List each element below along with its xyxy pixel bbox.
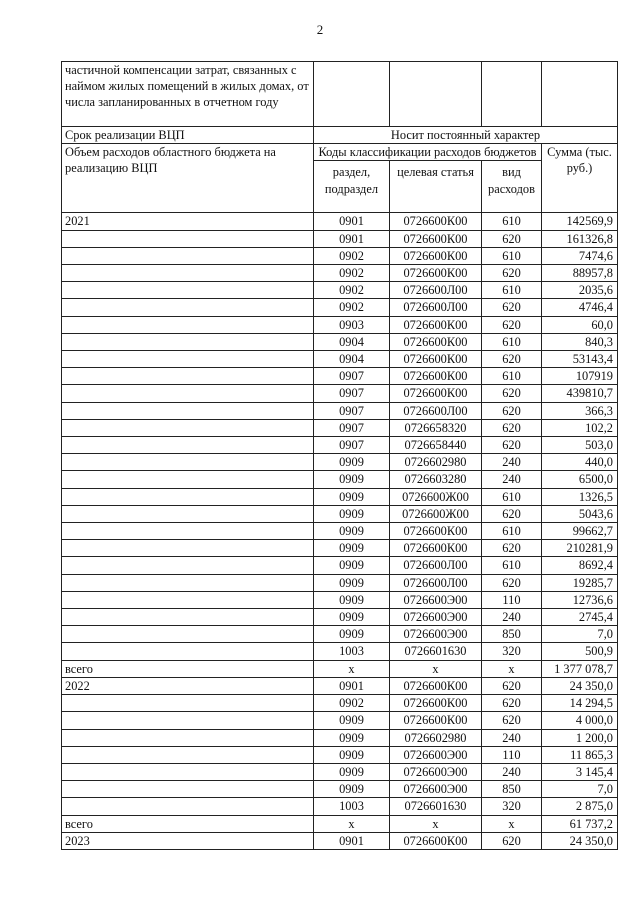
sum-cell: 840,3 <box>542 333 618 350</box>
section-cell: 0909 <box>314 454 390 471</box>
type-cell: 620 <box>482 419 542 436</box>
term-value: Носит постоянный характер <box>314 127 618 144</box>
sum-cell: 2745,4 <box>542 609 618 626</box>
type-cell: 610 <box>482 247 542 264</box>
sum-cell: 366,3 <box>542 402 618 419</box>
table-row <box>62 488 618 505</box>
target-cell: 0726600К00 <box>390 316 482 333</box>
year-cell <box>62 282 314 299</box>
section-cell: 0904 <box>314 351 390 368</box>
target-cell: 0726601630 <box>390 643 482 660</box>
target-cell: 0726600К00 <box>390 712 482 729</box>
sum-cell: 7,0 <box>542 781 618 798</box>
table-row <box>62 609 618 626</box>
section-cell: 0907 <box>314 402 390 419</box>
table-row <box>62 265 618 282</box>
type-cell: 610 <box>482 282 542 299</box>
section-cell: 0909 <box>314 557 390 574</box>
sum-cell: 88957,8 <box>542 265 618 282</box>
type-cell: 240 <box>482 471 542 488</box>
table-row <box>62 781 618 798</box>
section-cell: 0909 <box>314 471 390 488</box>
section-cell: 0907 <box>314 419 390 436</box>
type-cell: 620 <box>482 316 542 333</box>
table-row <box>62 282 618 299</box>
type-cell: 240 <box>482 609 542 626</box>
section-cell: 0907 <box>314 437 390 454</box>
year-cell <box>62 695 314 712</box>
target-cell: 0726658440 <box>390 437 482 454</box>
table-row <box>62 402 618 419</box>
target-cell: 0726600Л00 <box>390 402 482 419</box>
table-row <box>62 763 618 780</box>
table-row <box>62 643 618 660</box>
table-row <box>62 591 618 608</box>
sum-cell: 142569,9 <box>542 213 618 230</box>
type-cell: 620 <box>482 265 542 282</box>
year-cell <box>62 540 314 557</box>
type-cell: 110 <box>482 591 542 608</box>
section-cell: 1003 <box>314 643 390 660</box>
target-cell: 0726600Л00 <box>390 574 482 591</box>
target-cell: 0726600Э00 <box>390 746 482 763</box>
sum-cell: 24 350,0 <box>542 677 618 694</box>
table-row <box>62 798 618 815</box>
sum-cell: 1326,5 <box>542 488 618 505</box>
year-cell: всего <box>62 660 314 677</box>
section-cell: 0901 <box>314 230 390 247</box>
year-cell <box>62 299 314 316</box>
year-cell <box>62 230 314 247</box>
page-number: 2 <box>316 22 324 37</box>
table-row <box>62 540 618 557</box>
target-cell: 0726600К00 <box>390 333 482 350</box>
section-cell: 0907 <box>314 368 390 385</box>
sum-cell: 24 350,0 <box>542 832 618 849</box>
year-cell <box>62 471 314 488</box>
year-cell <box>62 712 314 729</box>
target-cell: 0726600Э00 <box>390 591 482 608</box>
target-cell: 0726600К00 <box>390 368 482 385</box>
section-cell: 0901 <box>314 213 390 230</box>
sum-cell: 107919 <box>542 368 618 385</box>
empty-cell <box>314 62 390 127</box>
section-cell: 0909 <box>314 523 390 540</box>
year-cell <box>62 247 314 264</box>
year-cell <box>62 437 314 454</box>
sum-cell: 53143,4 <box>542 351 618 368</box>
type-cell: 850 <box>482 626 542 643</box>
type-cell: 320 <box>482 643 542 660</box>
section-cell: 0909 <box>314 505 390 522</box>
type-cell: 240 <box>482 763 542 780</box>
year-cell: всего <box>62 815 314 832</box>
year-cell <box>62 523 314 540</box>
sum-label: Сумма (тыс. руб.) <box>542 144 618 213</box>
intro-text: частичной компенсации затрат, связанных с наймом жилых помещений в жилых домах, от числа запланированных в отчетном году <box>62 62 314 127</box>
year-cell <box>62 316 314 333</box>
type-cell: 620 <box>482 505 542 522</box>
type-cell: 240 <box>482 729 542 746</box>
sum-cell: 11 865,3 <box>542 746 618 763</box>
target-cell: 0726600Ж00 <box>390 488 482 505</box>
target-cell: 0726600К00 <box>390 540 482 557</box>
section-cell: х <box>314 815 390 832</box>
section-cell: х <box>314 660 390 677</box>
sum-cell: 7474,6 <box>542 247 618 264</box>
sum-cell: 99662,7 <box>542 523 618 540</box>
sum-cell: 2 875,0 <box>542 798 618 815</box>
table-row <box>62 523 618 540</box>
sum-cell: 439810,7 <box>542 385 618 402</box>
section-cell: 0907 <box>314 385 390 402</box>
target-cell: 0726600К00 <box>390 523 482 540</box>
year-cell <box>62 557 314 574</box>
year-cell <box>62 419 314 436</box>
sum-cell: 4746,4 <box>542 299 618 316</box>
type-cell: 610 <box>482 368 542 385</box>
year-cell <box>62 746 314 763</box>
type-cell: 320 <box>482 798 542 815</box>
expense-header-row <box>62 144 618 161</box>
year-cell <box>62 729 314 746</box>
table-row <box>62 299 618 316</box>
target-cell: 0726600К00 <box>390 213 482 230</box>
table-row <box>62 385 618 402</box>
year-cell <box>62 626 314 643</box>
section-cell: 0903 <box>314 316 390 333</box>
section-cell: 0909 <box>314 574 390 591</box>
year-cell: 2022 <box>62 677 314 694</box>
target-cell: 0726603280 <box>390 471 482 488</box>
year-cell <box>62 505 314 522</box>
year-cell <box>62 798 314 815</box>
target-cell: 0726600К00 <box>390 695 482 712</box>
table-row <box>62 419 618 436</box>
target-cell: 0726600К00 <box>390 832 482 849</box>
year-cell <box>62 368 314 385</box>
target-cell: 0726600Ж00 <box>390 505 482 522</box>
target-cell: 0726600Э00 <box>390 609 482 626</box>
type-cell: 620 <box>482 712 542 729</box>
type-cell: 620 <box>482 574 542 591</box>
type-cell: 620 <box>482 351 542 368</box>
type-cell: 610 <box>482 333 542 350</box>
section-cell: 0902 <box>314 265 390 282</box>
year-cell <box>62 385 314 402</box>
sum-cell: 210281,9 <box>542 540 618 557</box>
table-row <box>62 695 618 712</box>
section-cell: 0909 <box>314 746 390 763</box>
codes-label: Коды классификации расходов бюджетов <box>314 144 542 161</box>
section-cell: 0902 <box>314 299 390 316</box>
section-cell: 0909 <box>314 609 390 626</box>
year-cell <box>62 333 314 350</box>
type-cell: х <box>482 815 542 832</box>
type-cell: 110 <box>482 746 542 763</box>
type-cell: 620 <box>482 385 542 402</box>
type-cell: х <box>482 660 542 677</box>
type-cell: 620 <box>482 832 542 849</box>
type-cell: 610 <box>482 557 542 574</box>
section-cell: 0909 <box>314 488 390 505</box>
sum-cell: 503,0 <box>542 437 618 454</box>
sum-cell: 4 000,0 <box>542 712 618 729</box>
sum-cell: 2035,6 <box>542 282 618 299</box>
expense-label: Объем расходов областного бюджета на реализацию ВЦП <box>62 144 314 213</box>
target-cell: 0726600Э00 <box>390 763 482 780</box>
sum-cell: 161326,8 <box>542 230 618 247</box>
target-cell: 0726602980 <box>390 454 482 471</box>
sum-cell: 8692,4 <box>542 557 618 574</box>
target-cell: 0726600Э00 <box>390 626 482 643</box>
section-cell: 0909 <box>314 729 390 746</box>
sum-cell: 12736,6 <box>542 591 618 608</box>
table-row <box>62 557 618 574</box>
target-cell: х <box>390 815 482 832</box>
type-cell: 610 <box>482 523 542 540</box>
section-cell: 0909 <box>314 626 390 643</box>
target-cell: 0726600К00 <box>390 677 482 694</box>
empty-cell <box>542 62 618 127</box>
table-row <box>62 626 618 643</box>
year-cell <box>62 351 314 368</box>
target-cell: 0726601630 <box>390 798 482 815</box>
year-cell <box>62 781 314 798</box>
type-cell: 620 <box>482 402 542 419</box>
year-cell <box>62 643 314 660</box>
section-cell: 0909 <box>314 540 390 557</box>
year-cell <box>62 488 314 505</box>
col-target-header: целевая статья <box>390 161 482 213</box>
col-type-header: вид расходов <box>482 161 542 213</box>
table-row <box>62 454 618 471</box>
empty-cell <box>390 62 482 127</box>
target-cell: 0726600Л00 <box>390 299 482 316</box>
sum-cell: 1 377 078,7 <box>542 660 618 677</box>
sum-cell: 5043,6 <box>542 505 618 522</box>
table-row <box>62 505 618 522</box>
section-cell: 0902 <box>314 695 390 712</box>
type-cell: 610 <box>482 213 542 230</box>
table-row <box>62 230 618 247</box>
target-cell: 0726600Л00 <box>390 282 482 299</box>
year-cell: 2023 <box>62 832 314 849</box>
type-cell: 240 <box>482 454 542 471</box>
section-cell: 0909 <box>314 781 390 798</box>
type-cell: 620 <box>482 677 542 694</box>
table-row <box>62 574 618 591</box>
table-row <box>62 660 618 677</box>
table-row <box>62 351 618 368</box>
sum-cell: 102,2 <box>542 419 618 436</box>
section-cell: 0902 <box>314 282 390 299</box>
type-cell: 620 <box>482 540 542 557</box>
table-row <box>62 746 618 763</box>
section-cell: 0901 <box>314 832 390 849</box>
term-row <box>62 127 618 144</box>
table-row <box>62 213 618 230</box>
target-cell: 0726600К00 <box>390 351 482 368</box>
section-cell: 0904 <box>314 333 390 350</box>
table-row <box>62 316 618 333</box>
year-cell: 2021 <box>62 213 314 230</box>
table-row <box>62 437 618 454</box>
sum-cell: 60,0 <box>542 316 618 333</box>
year-cell <box>62 609 314 626</box>
target-cell: 0726600К00 <box>390 265 482 282</box>
year-cell <box>62 265 314 282</box>
type-cell: 610 <box>482 488 542 505</box>
year-cell <box>62 402 314 419</box>
sum-cell: 7,0 <box>542 626 618 643</box>
year-cell <box>62 454 314 471</box>
table-row <box>62 471 618 488</box>
type-cell: 850 <box>482 781 542 798</box>
col-section-header: раздел, подраздел <box>314 161 390 213</box>
section-cell: 0909 <box>314 591 390 608</box>
target-cell: 0726600К00 <box>390 230 482 247</box>
target-cell: 0726658320 <box>390 419 482 436</box>
year-cell <box>62 763 314 780</box>
type-cell: 620 <box>482 437 542 454</box>
target-cell: 0726600Л00 <box>390 557 482 574</box>
year-cell <box>62 574 314 591</box>
target-cell: 0726602980 <box>390 729 482 746</box>
sum-cell: 3 145,4 <box>542 763 618 780</box>
sum-cell: 6500,0 <box>542 471 618 488</box>
section-cell: 0909 <box>314 763 390 780</box>
table-row <box>62 815 618 832</box>
table-row <box>62 729 618 746</box>
empty-cell <box>482 62 542 127</box>
table-row <box>62 333 618 350</box>
target-cell: 0726600К00 <box>390 247 482 264</box>
target-cell: х <box>390 660 482 677</box>
type-cell: 620 <box>482 230 542 247</box>
table-row <box>62 368 618 385</box>
term-label: Срок реализации ВЦП <box>62 127 314 144</box>
intro-row <box>62 62 618 127</box>
sum-cell: 19285,7 <box>542 574 618 591</box>
section-cell: 1003 <box>314 798 390 815</box>
table-row <box>62 677 618 694</box>
table-row <box>62 247 618 264</box>
table-row <box>62 712 618 729</box>
target-cell: 0726600Э00 <box>390 781 482 798</box>
sum-cell: 1 200,0 <box>542 729 618 746</box>
type-cell: 620 <box>482 695 542 712</box>
type-cell: 620 <box>482 299 542 316</box>
sum-cell: 61 737,2 <box>542 815 618 832</box>
table-row <box>62 832 618 849</box>
sum-cell: 14 294,5 <box>542 695 618 712</box>
section-cell: 0902 <box>314 247 390 264</box>
section-cell: 0909 <box>314 712 390 729</box>
budget-table <box>61 61 618 850</box>
sum-cell: 500,9 <box>542 643 618 660</box>
sum-cell: 440,0 <box>542 454 618 471</box>
year-cell <box>62 591 314 608</box>
target-cell: 0726600К00 <box>390 385 482 402</box>
section-cell: 0901 <box>314 677 390 694</box>
